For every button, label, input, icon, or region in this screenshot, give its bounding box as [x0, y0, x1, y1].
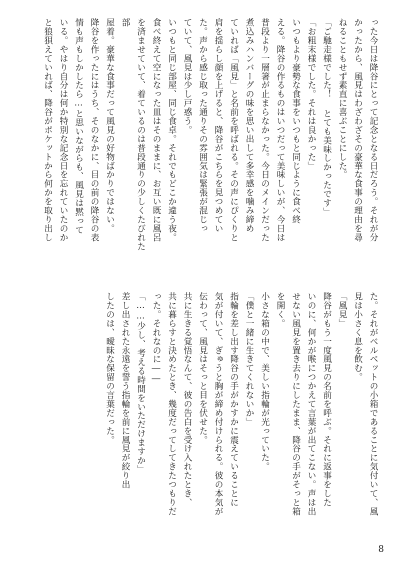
text-line: 「風見」 — [337, 292, 347, 328]
text-line: かったから、風見はわざわざその豪華な食事の理由を尋 — [352, 18, 363, 242]
text-line: た。それがベルベットの小箱であることに気付いて、風 — [368, 292, 378, 516]
page-number: 8 — [378, 545, 384, 555]
text-line: と狼狽えていれば、降谷がポケットから何かを取り出し — [42, 18, 53, 242]
text-line: 小さな箱の中で、美しい指輪が光っていた。 — [259, 292, 270, 471]
text-line: ねることもせず素直に喜ぶことにした。 — [337, 18, 347, 180]
text-line: 見は小さく息を飲む。 — [352, 292, 363, 382]
text-line: いつもより豪勢な食事をいつもと同じように食べ終 — [290, 18, 301, 224]
text-line: を開く。 — [275, 292, 285, 328]
text-line: 肩を揺らし顔を上げると、降谷がこちらを見つめてい — [213, 18, 223, 233]
text-line: 共に生きる覚悟なんて、彼の告白を受け入れたとき、 — [182, 292, 192, 507]
text-line: 情も声もしかしたら…と思いながらも、風見は黙って — [73, 18, 84, 235]
text-line: た。声から感じ取った通りその雰囲気は緊張が混じっ — [197, 18, 208, 233]
text-line: 「お粗末様でした。それは良かった」 — [306, 18, 316, 171]
text-line: ていて、風見は少し戸惑う。 — [182, 18, 192, 135]
text-line: 共に暮らすと決めたとき、幾度だってしてきたつもりだ — [166, 292, 177, 516]
text-line: したのは、曖昧な保留の言葉だった。 — [104, 292, 115, 445]
text-line: 指輪を差し出す降谷の手がかすかに震えていることに — [228, 292, 239, 507]
text-line: 煮込みハンバーグの味を思い出して多幸感を噛み締め — [244, 18, 254, 233]
text-line: 屋着。豪華な食事だって風見の好物ばかりではない。 — [104, 18, 115, 233]
text-line: 伝わって、風見はそっと目を伏せた。 — [197, 292, 208, 445]
text-line: 普段より一層箸が止まらなかった。今日のメインだった — [259, 18, 270, 242]
text-line: 「ご馳走様でした！ とても美味しかったです」 — [321, 18, 332, 217]
text-line: 降谷がもう一度風見の名前を呼ぶ。それに返事をした — [321, 292, 332, 507]
text-line: せない風見を置き去りにしたまま、降谷の手がそっと箱 — [290, 292, 301, 516]
text-line: った今日は降谷にとって記念となる日だろう。それが分 — [368, 18, 378, 242]
text-line: 降谷を作ったにはうち、そのなかに、目の前の降谷の表 — [89, 18, 99, 242]
text-line: いつもと同じ部屋、同じ食卓。それでもどこか違う夜。 — [166, 18, 177, 242]
text-line: 差し出された永遠を誓う指輪を前に風見が絞り出 — [120, 292, 130, 489]
text-line: いのに、何かが喉につかえて言葉が出てこない。声は出 — [306, 292, 316, 516]
upper-text-block — [24, 18, 380, 258]
text-line: 「……少し、考える時間をいただけますか」 — [135, 292, 146, 474]
text-line: ていれば「風見」と名前を呼ばれる。その声にぴくりと — [228, 18, 239, 242]
text-line: いる。やはり自分は何か特別な記念日を忘れていたのか — [58, 18, 68, 242]
text-line: を済ませていて、着ているのは普段通りの少しくたびれた部 — [120, 18, 146, 251]
text-line: える。降谷の作るものはいつだって美味しいが、今日は — [275, 18, 285, 242]
text-line: 「僕と一緒に生きてくれないか」 — [244, 292, 254, 427]
text-line: 食べ終えて空になった皿はそのままに、お互い既に風呂 — [151, 18, 161, 242]
text-line: った。それなのに―― — [151, 292, 161, 385]
text-line: 気が付いて、ぎゅうと胸が締め付けられる。彼の本気が — [213, 292, 223, 516]
lower-text-block — [24, 292, 380, 532]
